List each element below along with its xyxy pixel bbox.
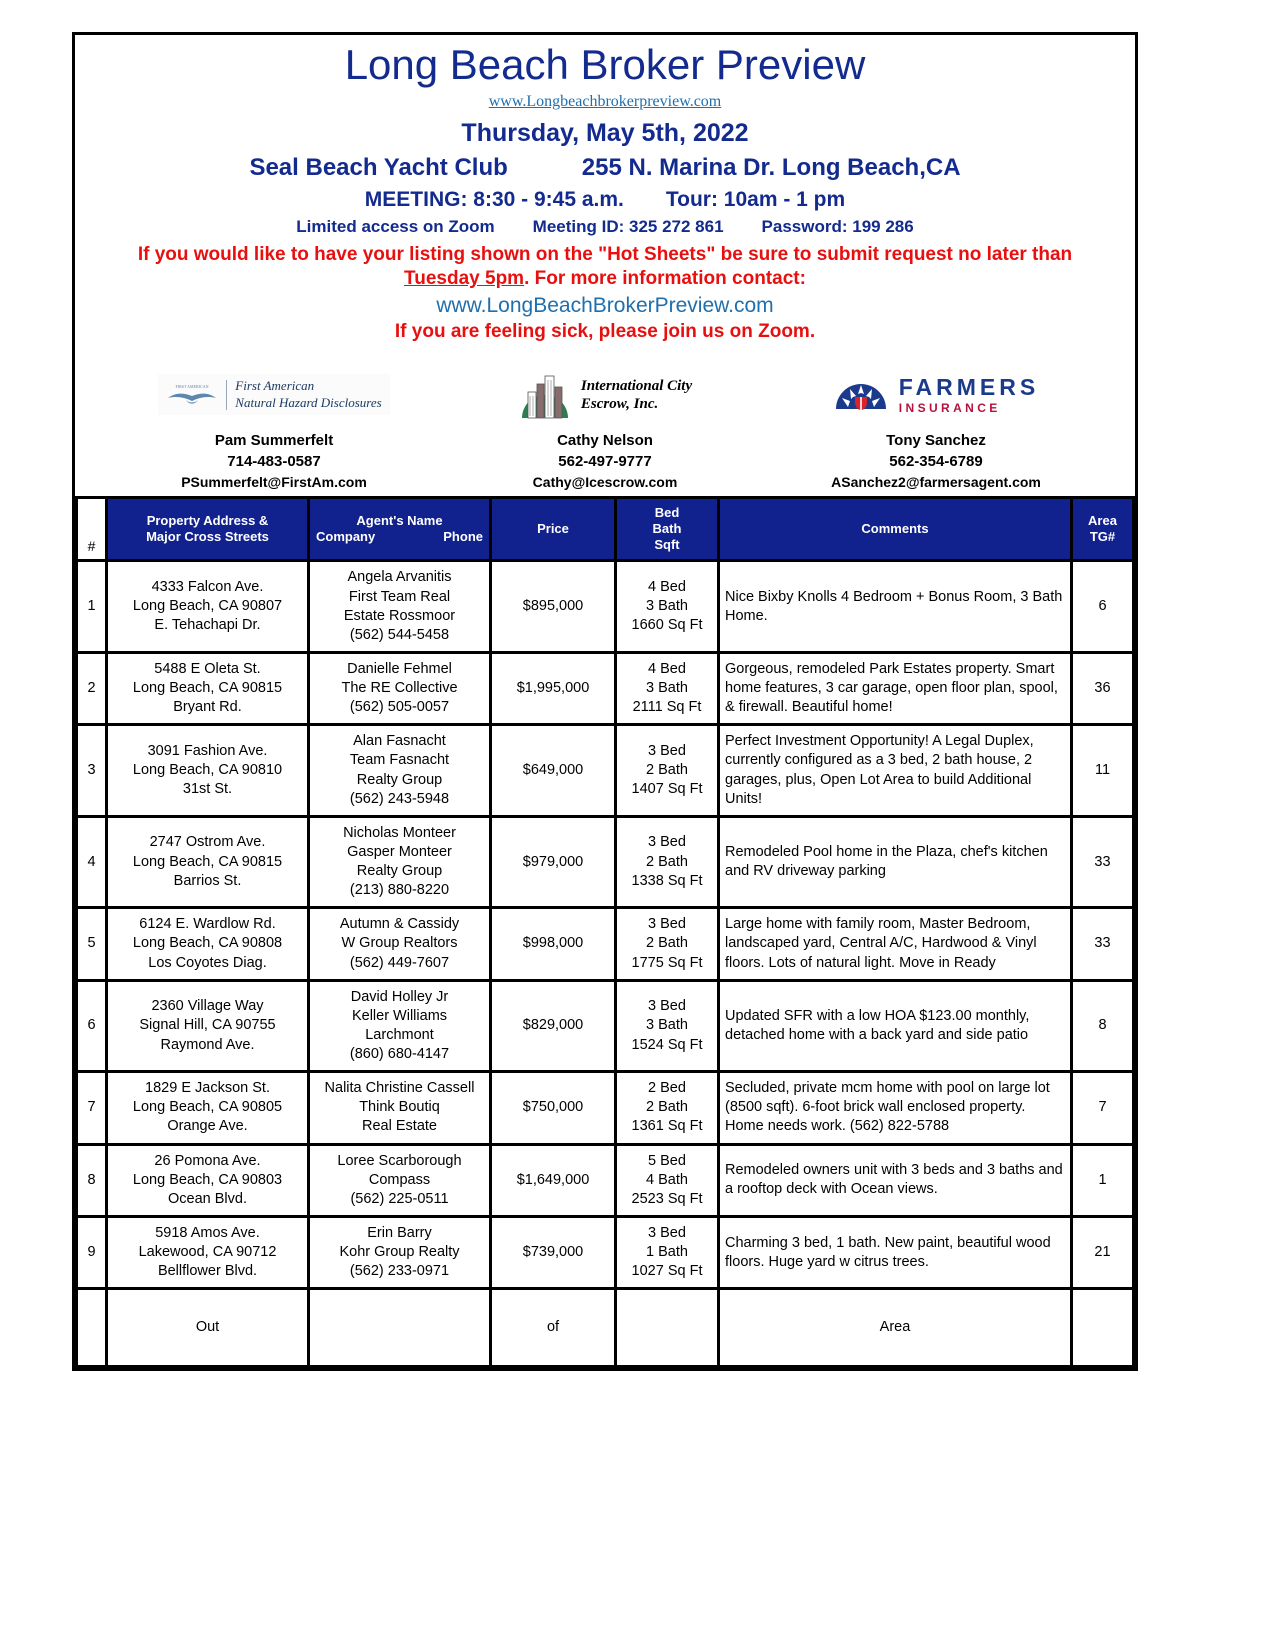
cell-price: $649,000 [491, 725, 616, 817]
hot-sheets-notice-line2: . For more information contact: [524, 268, 806, 290]
meeting-times-row [85, 188, 1125, 212]
first-american-logo [109, 367, 439, 423]
header-bath: Bath [652, 520, 682, 536]
table-row [77, 908, 1134, 980]
city-buildings-icon [518, 370, 572, 420]
cell-address: 2747 Ostrom Ave. Long Beach, CA 90815 Barrios St. [107, 816, 309, 908]
hot-sheets-notice-line1: If you would like to have your listing shown on the "Hot Sheets" be sure to submit request no later than [137, 244, 1073, 266]
cell-comments: Remodeled Pool home in the Plaza, chef's kitchen and RV driveway parking [719, 816, 1072, 908]
cell-address: 4333 Falcon Ave. Long Beach, CA 90807 E. Tehachapi Dr. [107, 561, 309, 653]
zoom-meeting-id: Meeting ID: 325 272 861 [532, 217, 724, 237]
header-address-line2: Major Cross Streets [146, 529, 269, 545]
table-row [77, 1144, 1134, 1216]
table-row [77, 561, 1134, 653]
farmers-subtitle: INSURANCE [898, 400, 1001, 415]
ice-logo-line2: Escrow, Inc. [580, 395, 659, 412]
flyer-sheet [72, 32, 1138, 1371]
cell-address: 1829 E Jackson St. Long Beach, CA 90805 Orange Ave. [107, 1072, 309, 1144]
listings-table [75, 496, 1135, 1369]
cell-address: 6124 E. Wardlow Rd. Long Beach, CA 90808 Los Coyotes Diag. [107, 908, 309, 980]
footer-cell-blank-bed [616, 1289, 719, 1367]
svg-text:FIRST AMERICAN: FIRST AMERICAN [175, 383, 209, 389]
table-row [77, 980, 1134, 1072]
hot-sheets-notice [89, 243, 1121, 292]
sponsor-phone: 714-483-0587 [227, 452, 321, 470]
cell-comments: Charming 3 bed, 1 bath. New paint, beautiful wood floors. Huge yard w citrus trees. [719, 1216, 1072, 1288]
first-american-logo-text [235, 378, 381, 411]
cell-area-tg: 6 [1072, 561, 1134, 653]
ice-logo-text [581, 377, 692, 413]
international-city-escrow-logo [440, 367, 770, 423]
cell-price: $750,000 [491, 1072, 616, 1144]
cell-number: 9 [77, 1216, 107, 1288]
cell-address: 26 Pomona Ave. Long Beach, CA 90803 Ocean Blvd. [107, 1144, 309, 1216]
cell-address: 3091 Fashion Ave. Long Beach, CA 90810 31st St. [107, 725, 309, 817]
cell-comments: Perfect Investment Opportunity! A Legal Duplex, currently configured as a 3 bed, 2 bath house, 2 garages, plus, Open Lot Area to build Additional Units! [719, 725, 1072, 817]
header-agent [309, 497, 491, 561]
cell-address: 5918 Amos Ave. Lakewood, CA 90712 Bellflower Blvd. [107, 1216, 309, 1288]
cell-bed-bath-sqft: 3 Bed 1 Bath 1027 Sq Ft [616, 1216, 719, 1288]
cell-number: 1 [77, 561, 107, 653]
zoom-access-note: Limited access on Zoom [296, 217, 495, 237]
sponsor-phone: 562-497-9777 [558, 452, 652, 470]
sponsor-phone: 562-354-6789 [889, 452, 983, 470]
sponsor-name: Tony Sanchez [886, 431, 986, 449]
footer-cell-of: of [491, 1289, 616, 1367]
fa-logo-line2: Natural Hazard Disclosures [235, 394, 382, 410]
venue-row [85, 154, 1125, 182]
logo-divider [226, 380, 227, 410]
tour-time: Tour: 10am - 1 pm [665, 188, 846, 212]
sponsor-email[interactable]: ASanchez2@farmersagent.com [831, 473, 1041, 490]
cell-price: $829,000 [491, 980, 616, 1072]
cell-agent: Nalita Christine Cassell Think Boutiq Real Estate [309, 1072, 491, 1144]
cell-price: $1,995,000 [491, 652, 616, 724]
ice-logo-line1: International City [580, 377, 693, 394]
cell-area-tg: 11 [1072, 725, 1134, 817]
venue-name: Seal Beach Yacht Club [249, 154, 508, 182]
fa-logo-line1: First American [235, 378, 315, 394]
farmers-insurance-logo [771, 367, 1101, 423]
header-price: Price [491, 497, 616, 561]
cell-comments: Remodeled owners unit with 3 beds and 3 baths and a rooftop deck with Ocean views. [719, 1144, 1072, 1216]
website-link-mid[interactable]: www.LongBeachBrokerPreview.com [436, 293, 774, 317]
sponsor-email[interactable]: Cathy@Icescrow.com [532, 473, 678, 490]
cell-bed-bath-sqft: 5 Bed 4 Bath 2523 Sq Ft [616, 1144, 719, 1216]
cell-number: 8 [77, 1144, 107, 1216]
header-address [107, 497, 309, 561]
cell-area-tg: 36 [1072, 652, 1134, 724]
cell-address: 2360 Village Way Signal Hill, CA 90755 Raymond Ave. [107, 980, 309, 1072]
cell-agent: Alan Fasnacht Team Fasnacht Realty Group (562) 243-5948 [309, 725, 491, 817]
zoom-password: Password: 199 286 [761, 217, 914, 237]
table-row [77, 652, 1134, 724]
cell-price: $1,649,000 [491, 1144, 616, 1216]
cell-bed-bath-sqft: 3 Bed 2 Bath 1775 Sq Ft [616, 908, 719, 980]
sponsor-farmers-insurance [771, 367, 1101, 490]
cell-agent: Angela Arvanitis First Team Real Estate Rossmoor (562) 544-5458 [309, 561, 491, 653]
header-area-line1: Area [1088, 512, 1117, 528]
footer-cell-blank-agent [309, 1289, 491, 1367]
table-row [77, 816, 1134, 908]
website-link-top[interactable]: www.Longbeachbrokerpreview.com [488, 93, 722, 111]
event-date: Thursday, May 5th, 2022 [461, 119, 749, 148]
header-agent-name: Agent's Name [356, 512, 443, 528]
flyer-header [75, 35, 1135, 355]
cell-bed-bath-sqft: 2 Bed 2 Bath 1361 Sq Ft [616, 1072, 719, 1144]
cell-comments: Updated SFR with a low HOA $123.00 monthly, detached home with a back yard and side patio [719, 980, 1072, 1072]
sponsors-section [75, 355, 1135, 496]
cell-number: 2 [77, 652, 107, 724]
cell-bed-bath-sqft: 3 Bed 3 Bath 1524 Sq Ft [616, 980, 719, 1072]
listings-table-body [77, 561, 1134, 1367]
table-footer-row [77, 1289, 1134, 1367]
cell-number: 7 [77, 1072, 107, 1144]
cell-area-tg: 8 [1072, 980, 1134, 1072]
zoom-info-row [85, 217, 1125, 237]
cell-agent: Erin Barry Kohr Group Realty (562) 233-0971 [309, 1216, 491, 1288]
footer-cell-out: Out [107, 1289, 309, 1367]
sponsor-international-city-escrow [440, 367, 770, 490]
farmers-wordmark: FARMERS [898, 373, 1040, 400]
sponsor-email[interactable]: PSummerfelt@FirstAm.com [181, 473, 367, 490]
cell-agent: Autumn & Cassidy W Group Realtors (562) 449-7607 [309, 908, 491, 980]
cell-agent: Loree Scarborough Compass (562) 225-0511 [309, 1144, 491, 1216]
footer-cell-number [77, 1289, 107, 1367]
header-number: # [77, 497, 107, 561]
cell-agent: David Holley Jr Keller Williams Larchmont (860) 680-4147 [309, 980, 491, 1072]
cell-area-tg: 7 [1072, 1072, 1134, 1144]
cell-comments: Gorgeous, remodeled Park Estates property. Smart home features, 3 car garage, open floor plan, spool, & firewall. Beautiful home! [719, 652, 1072, 724]
sponsor-first-american [109, 367, 439, 490]
cell-price: $739,000 [491, 1216, 616, 1288]
eagle-icon [166, 380, 218, 410]
cell-bed-bath-sqft: 4 Bed 3 Bath 2111 Sq Ft [616, 652, 719, 724]
cell-number: 6 [77, 980, 107, 1072]
cell-bed-bath-sqft: 3 Bed 2 Bath 1338 Sq Ft [616, 816, 719, 908]
farmers-shield-icon [833, 375, 889, 415]
header-agent-company: Company [316, 529, 376, 545]
cell-number: 5 [77, 908, 107, 980]
cell-area-tg: 33 [1072, 908, 1134, 980]
header-bed: Bed [654, 504, 680, 520]
cell-area-tg: 21 [1072, 1216, 1134, 1288]
cell-comments: Large home with family room, Master Bedroom, landscaped yard, Central A/C, Hardwood & Vinyl floors. Lots of natural light. Move in Ready [719, 908, 1072, 980]
header-agent-phone: Phone [443, 529, 483, 545]
venue-address: 255 N. Marina Dr. Long Beach,CA [581, 154, 961, 182]
cell-price: $895,000 [491, 561, 616, 653]
deadline-underlined: Tuesday 5pm [404, 268, 525, 290]
meeting-time: MEETING: 8:30 - 9:45 a.m. [364, 188, 624, 212]
table-row [77, 1216, 1134, 1288]
cell-agent: Danielle Fehmel The RE Collective (562) 505-0057 [309, 652, 491, 724]
cell-bed-bath-sqft: 3 Bed 2 Bath 1407 Sq Ft [616, 725, 719, 817]
cell-area-tg: 1 [1072, 1144, 1134, 1216]
header-address-line1: Property Address & [146, 512, 269, 528]
cell-agent: Nicholas Monteer Gasper Monteer Realty Group (213) 880-8220 [309, 816, 491, 908]
header-area-line2: TG# [1089, 529, 1116, 545]
listings-table-header [77, 497, 1134, 561]
footer-cell-blank-tg [1072, 1289, 1134, 1367]
cell-bed-bath-sqft: 4 Bed 3 Bath 1660 Sq Ft [616, 561, 719, 653]
table-row [77, 725, 1134, 817]
page-title: Long Beach Broker Preview [344, 41, 866, 88]
footer-cell-area: Area [719, 1289, 1072, 1367]
cell-number: 3 [77, 725, 107, 817]
header-sqft: Sqft [654, 537, 680, 553]
cell-number: 4 [77, 816, 107, 908]
header-comments: Comments [719, 497, 1072, 561]
cell-price: $979,000 [491, 816, 616, 908]
cell-address: 5488 E Oleta St. Long Beach, CA 90815 Bryant Rd. [107, 652, 309, 724]
cell-comments: Nice Bixby Knolls 4 Bedroom + Bonus Room, 3 Bath Home. [719, 561, 1072, 653]
sponsor-name: Cathy Nelson [557, 431, 653, 449]
sick-notice: If you are feeling sick, please join us on Zoom. [394, 320, 816, 342]
table-row [77, 1072, 1134, 1144]
cell-area-tg: 33 [1072, 816, 1134, 908]
sponsor-name: Pam Summerfelt [214, 431, 334, 449]
cell-comments: Secluded, private mcm home with pool on large lot (8500 sqft). 6-foot brick wall enclosed property. Home needs work. (562) 822-5788 [719, 1072, 1072, 1144]
table-header-row [77, 497, 1134, 561]
header-bed-bath-sqft [616, 497, 719, 561]
cell-price: $998,000 [491, 908, 616, 980]
header-area [1072, 497, 1134, 561]
